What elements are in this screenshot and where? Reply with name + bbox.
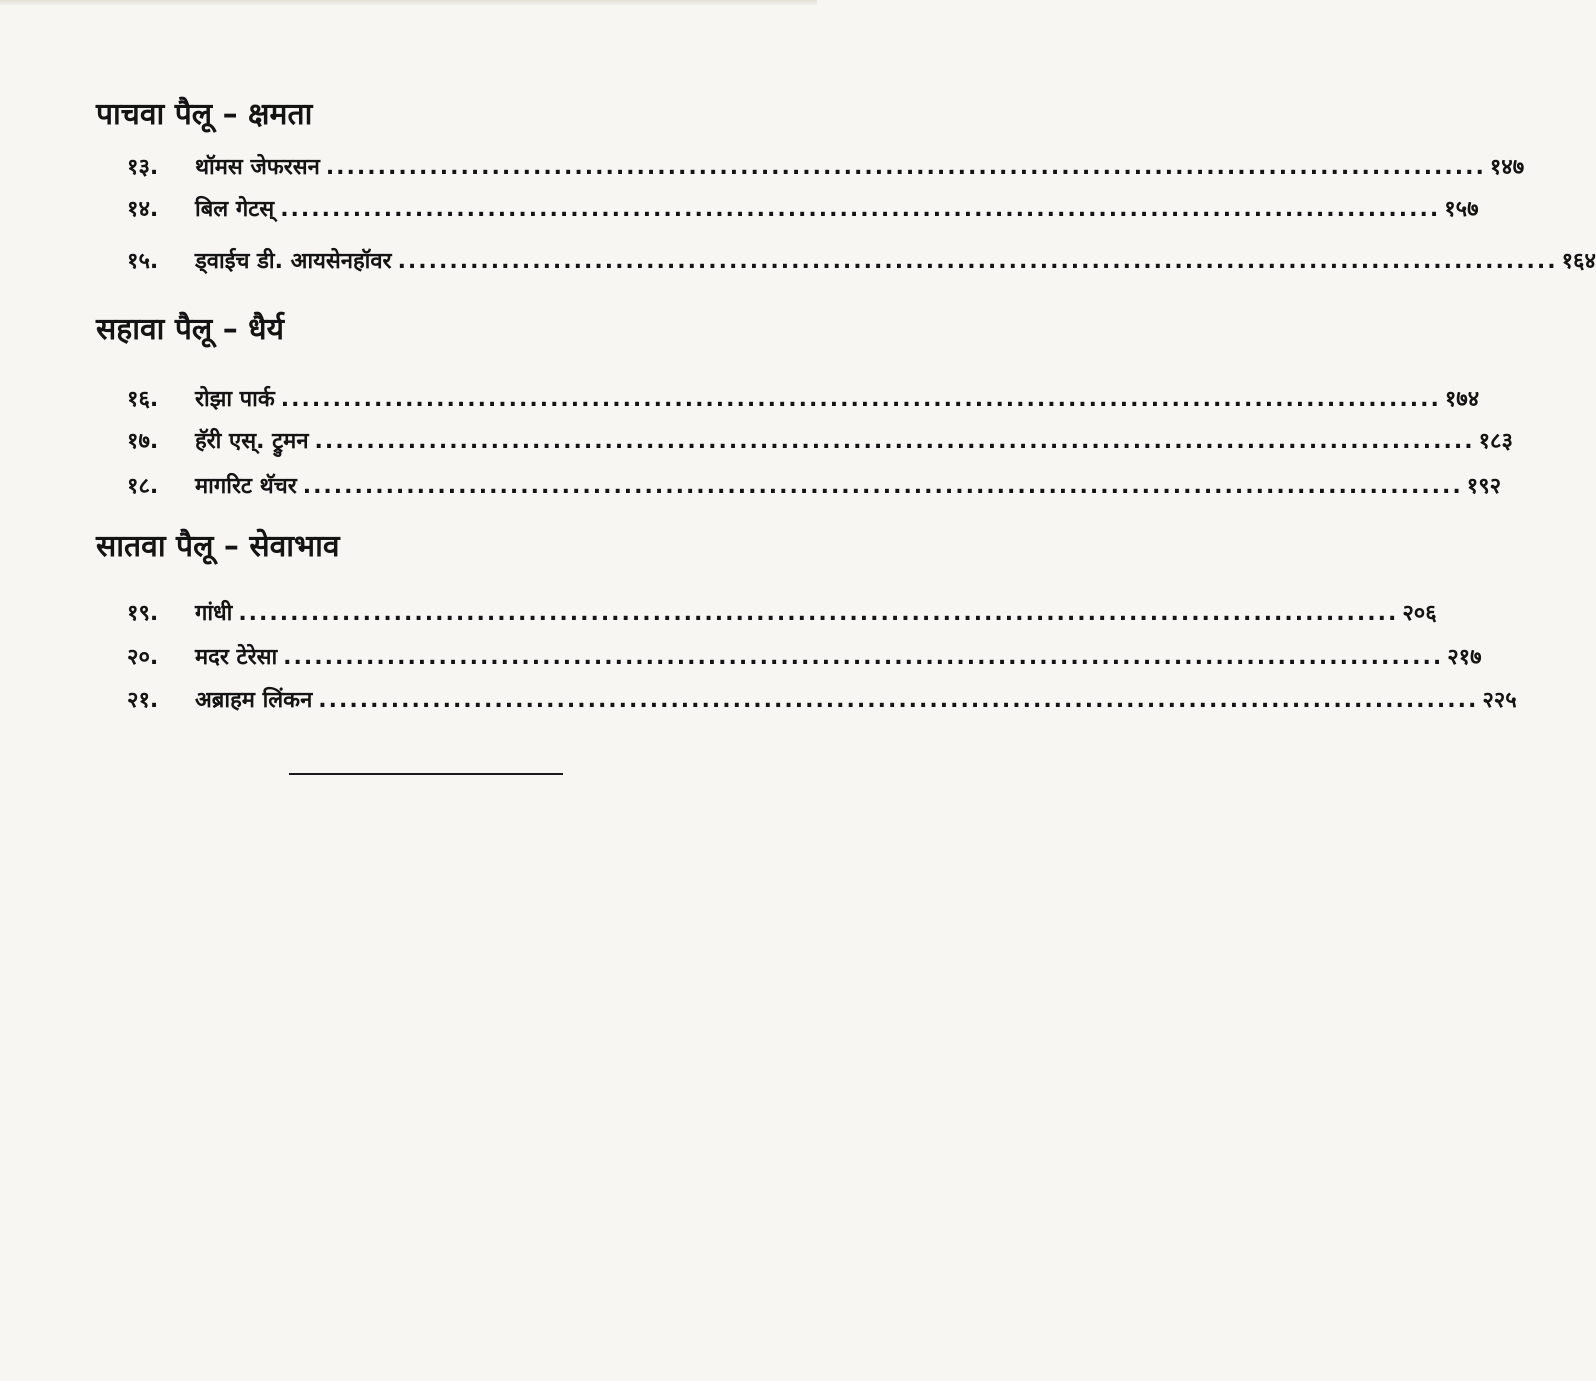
page-number: २०६ [1402, 601, 1437, 626]
chapter-title: गांधी [195, 601, 233, 626]
chapter-title: मदर टेरेसा [195, 645, 278, 670]
toc-entry [127, 684, 1517, 718]
chapter-title: मागरिट थॅचर [195, 474, 297, 499]
page-number: २२५ [1482, 688, 1517, 713]
toc-entry [127, 425, 1513, 459]
page-number: २१७ [1447, 645, 1482, 670]
section-heading-7: सातवा पैलू – सेवाभाव [96, 529, 340, 564]
page-number: १९२ [1466, 474, 1502, 499]
chapter-title: रोझा पार्क [195, 387, 275, 412]
dot-leader: ................................................................................................................ [238, 601, 1399, 626]
chapter-number: १३. [127, 155, 159, 180]
dot-leader: ................................................................................................................ [280, 387, 1441, 412]
page-number: १४७ [1489, 155, 1525, 180]
toc-entry [127, 597, 1437, 631]
chapter-number: १६. [127, 387, 159, 412]
chapter-number: १९. [127, 601, 159, 626]
dot-leader: ................................................................................................................ [280, 197, 1441, 222]
chapter-number: २०. [127, 645, 159, 670]
toc-entry [127, 151, 1525, 185]
dot-leader: ................................................................................................................ [397, 249, 1558, 274]
dot-leader: ................................................................................................................ [325, 155, 1486, 180]
toc-entry [127, 641, 1482, 675]
page-number: १५७ [1444, 197, 1479, 222]
dot-leader: ................................................................................................................ [283, 645, 1444, 670]
dot-leader: ................................................................................................................ [314, 429, 1475, 454]
page-number: १६४ [1561, 249, 1596, 274]
chapter-title: अब्राहम लिंकन [195, 688, 313, 713]
chapter-title: ड्वाईच डी. आयसेनहॉवर [195, 249, 392, 274]
chapter-number: १५. [127, 249, 159, 274]
section-heading-6: सहावा पैलू – धैर्य [96, 312, 284, 347]
chapter-title: हॅरी एस्. ट्रुमन [195, 429, 309, 454]
chapter-title: थॉमस जेफरसन [195, 155, 320, 180]
chapter-number: १७. [127, 429, 159, 454]
chapter-number: १८. [127, 474, 159, 499]
toc-entry [127, 245, 1596, 279]
toc-entry [127, 470, 1502, 504]
section-heading-5: पाचवा पैलू – क्षमता [96, 97, 313, 132]
toc-entry [127, 383, 1480, 417]
end-rule [289, 773, 563, 775]
chapter-number: १४. [127, 197, 159, 222]
dot-leader: ................................................................................................................ [318, 688, 1479, 713]
chapter-title: बिल गेटस् [195, 197, 275, 222]
toc-entry [127, 193, 1479, 227]
dot-leader: ................................................................................................................ [302, 474, 1463, 499]
page-number: १८३ [1478, 429, 1513, 454]
page-number: १७४ [1444, 387, 1480, 412]
chapter-number: २१. [127, 688, 159, 713]
